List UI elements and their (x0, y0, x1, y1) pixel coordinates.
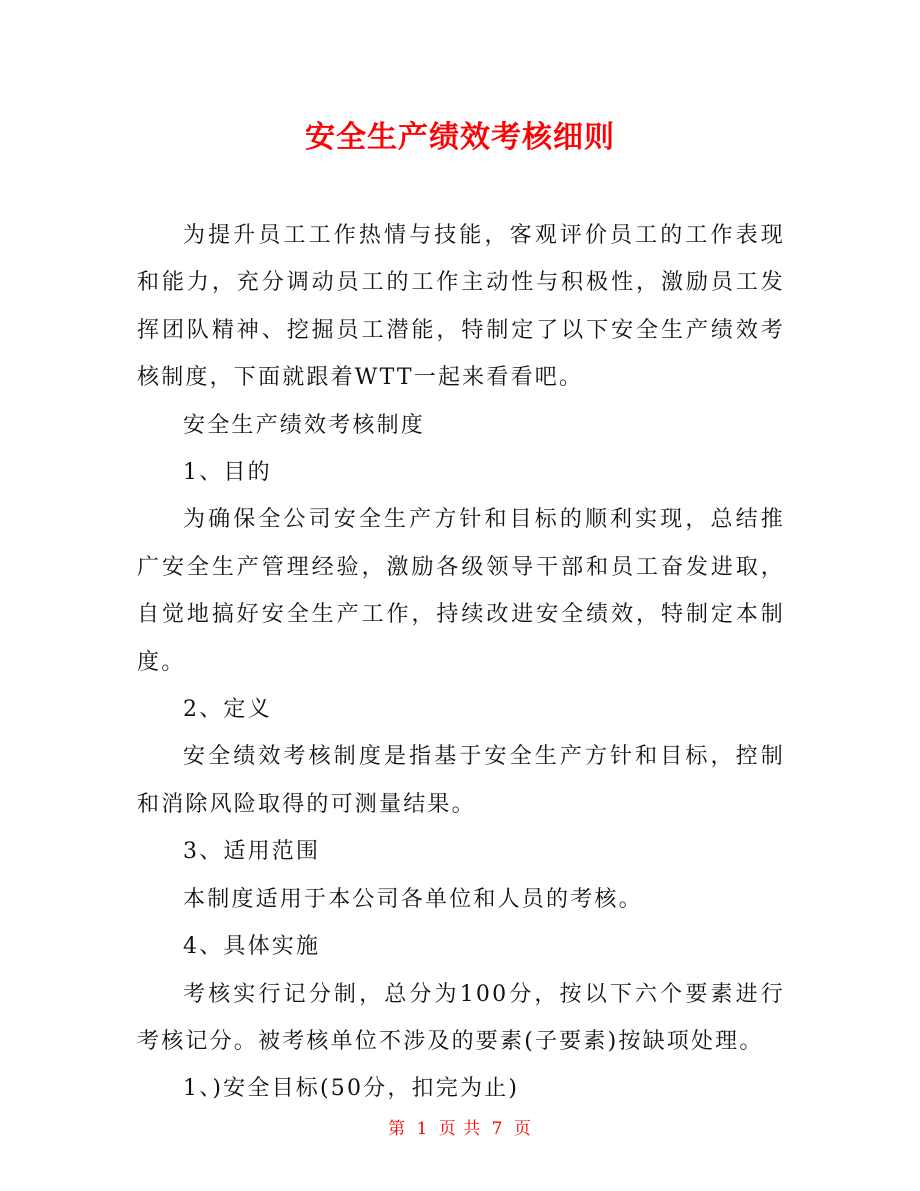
page-mid: 页 共 (438, 1119, 482, 1139)
page-footer (0, 1114, 920, 1139)
document-body (137, 212, 785, 1113)
section-heading: 4、具体实施 (183, 934, 321, 960)
body-paragraph: 考核实行记分制，总分为100分，按以下六个要素进行考核记分。被考核单位不涉及的要素(子要素)按缺项处理。 (137, 981, 785, 1054)
section-heading: 3、适用范围 (183, 839, 321, 865)
body-paragraph: 本制度适用于本公司各单位和人员的考核。 (183, 886, 643, 912)
body-paragraph: 为确保全公司安全生产方针和目标的顺利实现，总结推广安全生产管理经验，激励各级领导干部和员工奋发进取，自觉地搞好安全生产工作，持续改进安全绩效，特制定本制度。 (137, 507, 785, 675)
page-suffix: 页 (513, 1119, 532, 1139)
section-heading: 1、目的 (183, 460, 272, 486)
document-title: 安全生产绩效考核细则 (305, 120, 615, 155)
section-heading: 安全生产绩效考核制度 (183, 412, 426, 438)
body-paragraph: 1、)安全目标(50分，扣完为止) (183, 1076, 520, 1102)
total-pages-number: 7 (491, 1119, 504, 1139)
body-paragraph: 安全绩效考核制度是指基于安全生产方针和目标，控制和消除风险取得的可测量结果。 (137, 744, 785, 817)
intro-paragraph: 为提升员工工作热情与技能，客观评价员工的工作表现和能力，充分调动员工的工作主动性与积极性，激励员工发挥团队精神、挖掘员工潜能，特制定了以下安全生产绩效考核制度，下面就跟着WTT一起来看看吧。 (137, 223, 785, 391)
current-page-number: 1 (416, 1119, 429, 1139)
section-heading: 2、定义 (183, 697, 272, 723)
page-prefix: 第 (388, 1119, 407, 1139)
